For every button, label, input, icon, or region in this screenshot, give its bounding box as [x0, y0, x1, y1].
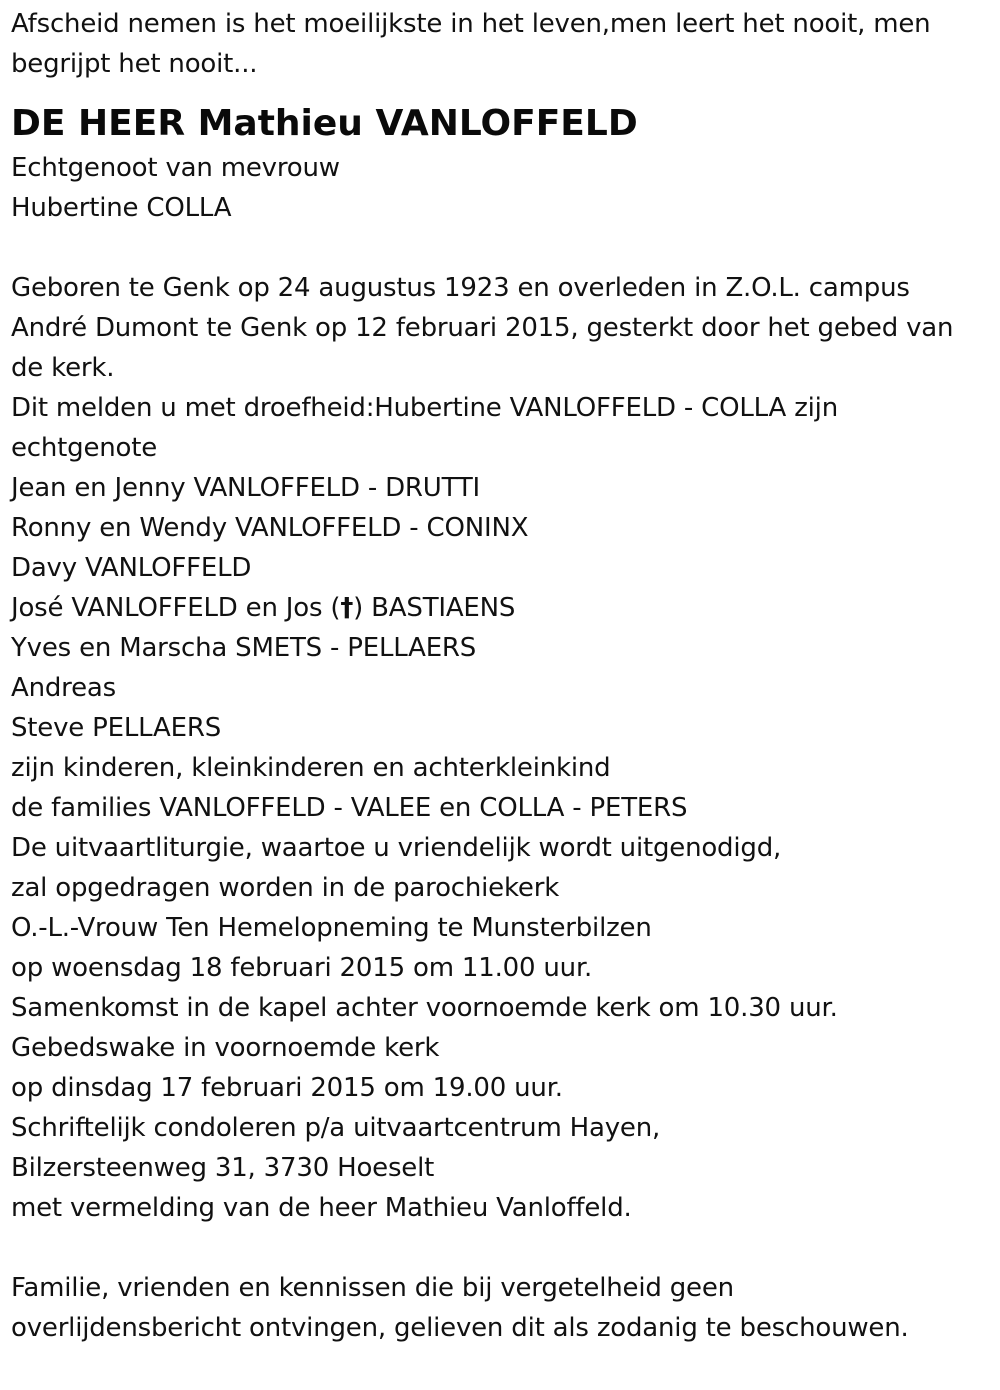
- body-line: Gebedswake in voornoemde kerk: [11, 1033, 440, 1063]
- body-line: O.-L.-Vrouw Ten Hemelopneming te Munsterbilzen: [11, 913, 652, 943]
- deceased-name-heading: DE HEER Mathieu VANLOFFELD: [11, 103, 638, 144]
- body-line: de families VANLOFFELD - VALEE en COLLA - PETERS: [11, 793, 688, 823]
- body-line: De uitvaartliturgie, waartoe u vriendelijk wordt uitgenodigd,: [11, 833, 782, 863]
- closing-line: Familie, vrienden en kennissen die bij vergetelheid geen: [11, 1273, 734, 1303]
- quote-line: Afscheid nemen is het moeilijkste in het leven,men leert het nooit, men: [11, 9, 931, 39]
- body-line: met vermelding van de heer Mathieu Vanloffeld.: [11, 1193, 632, 1223]
- body-line: André Dumont te Genk op 12 februari 2015, gesterkt door het gebed van: [11, 313, 954, 343]
- quote-line: begrijpt het nooit...: [11, 49, 258, 79]
- cross-icon: †: [340, 593, 354, 623]
- opening-quote: [11, 4, 989, 84]
- closing-line: overlijdensbericht ontvingen, gelieven dit als zodanig te beschouwen.: [11, 1313, 909, 1343]
- body-line: Andreas: [11, 673, 116, 703]
- body-line: Geboren te Genk op 24 augustus 1923 en overleden in Z.O.L. campus: [11, 273, 910, 303]
- body-line: Dit melden u met droefheid:Hubertine VANLOFFELD - COLLA zijn: [11, 393, 838, 423]
- body-line: Schriftelijk condoleren p/a uitvaartcentrum Hayen,: [11, 1113, 661, 1143]
- spacer: [11, 228, 989, 268]
- jose-after: ) BASTIAENS: [353, 593, 516, 623]
- obituary-page: [11, 4, 989, 1348]
- body-line: Davy VANLOFFELD: [11, 553, 252, 583]
- spouse-line: Echtgenoot van mevrouw: [11, 153, 340, 183]
- body-line: Yves en Marscha SMETS - PELLAERS: [11, 633, 477, 663]
- body-line: Bilzersteenweg 31, 3730 Hoeselt: [11, 1153, 435, 1183]
- body-line: echtgenote: [11, 433, 158, 463]
- body-line: zal opgedragen worden in de parochiekerk: [11, 873, 560, 903]
- jose-before: José VANLOFFELD en Jos (: [11, 593, 341, 623]
- spouse-line: Hubertine COLLA: [11, 193, 232, 223]
- body-line: Ronny en Wendy VANLOFFELD - CONINX: [11, 513, 529, 543]
- body-line: Samenkomst in de kapel achter voornoemde kerk om 10.30 uur.: [11, 993, 838, 1023]
- body-line-jose: [11, 588, 989, 628]
- body-line: Jean en Jenny VANLOFFELD - DRUTTI: [11, 473, 480, 503]
- spacer: [11, 1228, 989, 1268]
- body-line: Steve PELLAERS: [11, 713, 221, 743]
- closing-note: [11, 1268, 989, 1348]
- spouse-block: [11, 148, 989, 228]
- announcement-body: [11, 268, 989, 1228]
- body-line: zijn kinderen, kleinkinderen en achterkleinkind: [11, 753, 611, 783]
- body-line: op dinsdag 17 februari 2015 om 19.00 uur.: [11, 1073, 563, 1103]
- body-line: op woensdag 18 februari 2015 om 11.00 uur.: [11, 953, 593, 983]
- body-line: de kerk.: [11, 353, 115, 383]
